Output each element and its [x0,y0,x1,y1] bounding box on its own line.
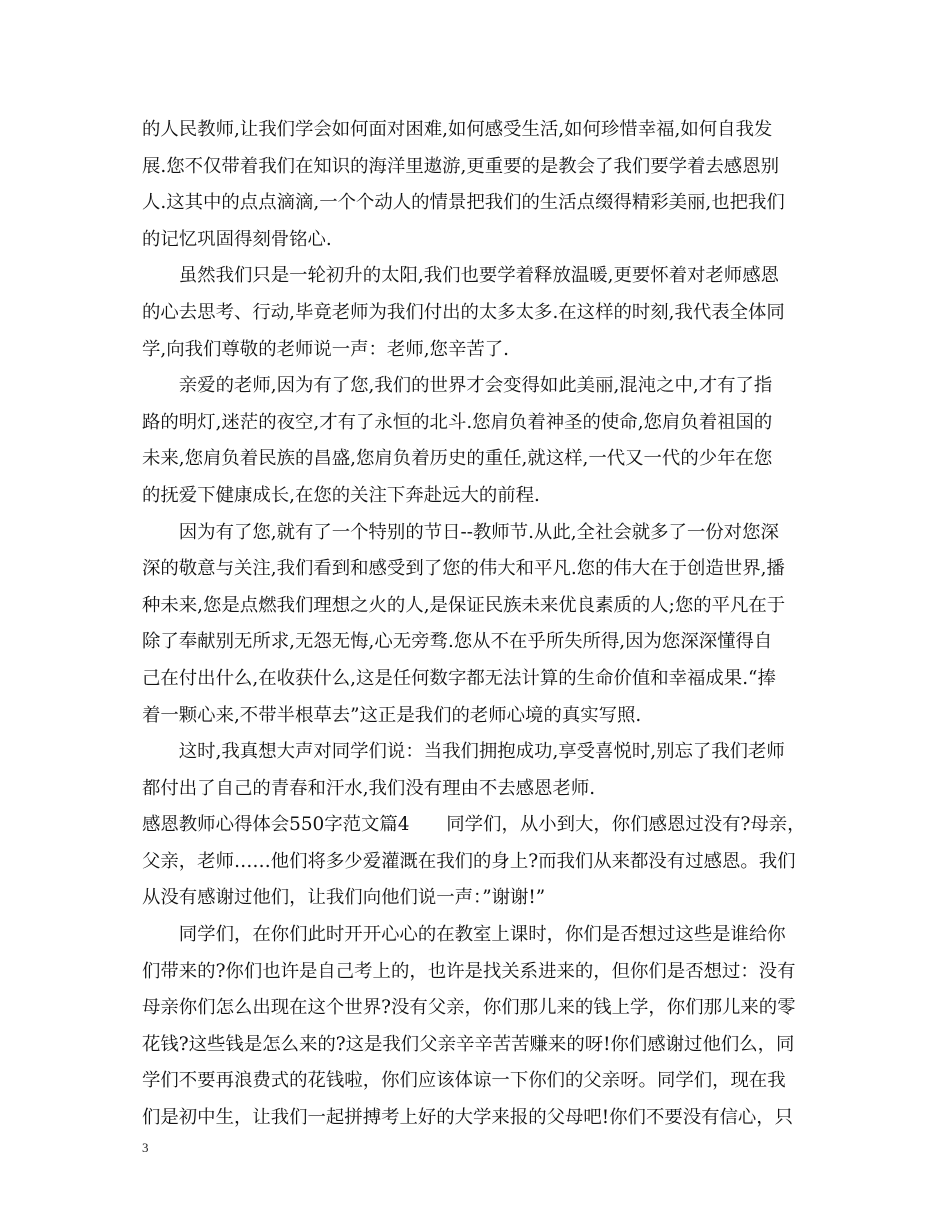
text-line: 除了奉献别无所求,无怨无悔,心无旁骛.您从不在乎所失所得,因为您深深懂得自 [142,631,773,653]
text-line: 展.您不仅带着我们在知识的海洋里遨游,更重要的是教会了我们要学着去感恩别 [142,155,779,177]
body-text [142,112,812,1137]
text-line: 们是初中生，让我们一起拼搏考上好的大学来报的父母吧!你们不要没有信心，只 [142,1107,794,1129]
text-line: 母亲你们怎么出现在这个世界?没有父亲，你们那儿来的钱上学，你们那儿来的零 [142,997,796,1019]
text-line: 的记忆巩固得刻骨铭心. [142,228,332,250]
text-line: 同学们，在你们此时开开心心的在教室上课时，你们是否想过这些是谁给你 [142,924,786,946]
text-line: 们带来的?你们也许是自己考上的，也许是找关系进来的，但你们是否想过：没有 [142,960,796,982]
text-line: 种未来,您是点燃我们理想之火的人,是保证民族未来优良素质的人;您的平凡在于 [142,594,786,616]
page-number: 3 [142,1140,149,1155]
text-line: 这时,我真想大声对同学们说：当我们拥抱成功,享受喜悦时,别忘了我们老师 [142,741,785,763]
text-line: 因为有了您,就有了一个特别的节日--教师节.从此,全社会就多了一份对您深 [142,521,779,543]
text-line: 人.这其中的点点滴滴,一个个动人的情景把我们的生活点缀得精彩美丽,也把我们 [142,192,785,214]
text-line: 从没有感谢过他们，让我们向他们说一声：”谢谢!” [142,887,546,909]
text-line: 都付出了自己的青春和汗水,我们没有理由不去感恩老师. [142,777,596,799]
text-line: 的人民教师,让我们学会如何面对困难,如何感受生活,如何珍惜幸福,如何自我发 [142,119,773,140]
text-line: 父亲，老师……他们将多少爱灌溉在我们的身上?而我们从来都没有过感恩。我们 [142,850,796,872]
text-line: 路的明灯,迷茫的夜空,才有了永恒的北斗.您肩负着神圣的使命,您肩负着祖国的 [142,411,773,433]
text-line: 己在付出什么,在收获什么,这是任何数字都无法计算的生命价值和幸福成果.“捧 [142,667,776,689]
text-line: 深的敬意与关注,我们看到和感受到了您的伟大和平凡.您的伟大在于创造世界,播 [142,558,785,580]
text-line: 学们不要再浪费式的花钱啦，你们应该体谅一下你们的父亲呀。同学们，现在我 [142,1070,786,1092]
text-line: 花钱?这些钱是怎么来的?这是我们父亲辛辛苦苦赚来的呀!你们感谢过他们么，同 [142,1033,795,1055]
text-line: 着一颗心来,不带半根草去”这正是我们的老师心境的真实写照. [142,704,642,726]
text-line: 虽然我们只是一轮初升的太阳,我们也要学着释放温暖,更要怀着对老师感恩 [142,265,779,287]
text-line: 未来,您肩负着民族的昌盛,您肩负着历史的重任,就这样,一代又一代的少年在您 [142,448,773,470]
text-line: 亲爱的老师,因为有了您,我们的世界才会变得如此美丽,混沌之中,才有了指 [142,375,773,397]
text-line: 的心去思考、行动,毕竟老师为我们付出的太多太多.在这样的时刻,我代表全体同 [142,301,785,323]
text-line: 学,向我们尊敬的老师说一声：老师,您辛苦了. [142,338,509,360]
text-line: 感恩教师心得体会550字范文篇4 同学们，从小到大，你们感恩过没有?母亲， [142,814,806,836]
text-line: 的抚爱下健康成长,在您的关注下奔赴远大的前程. [142,484,540,506]
